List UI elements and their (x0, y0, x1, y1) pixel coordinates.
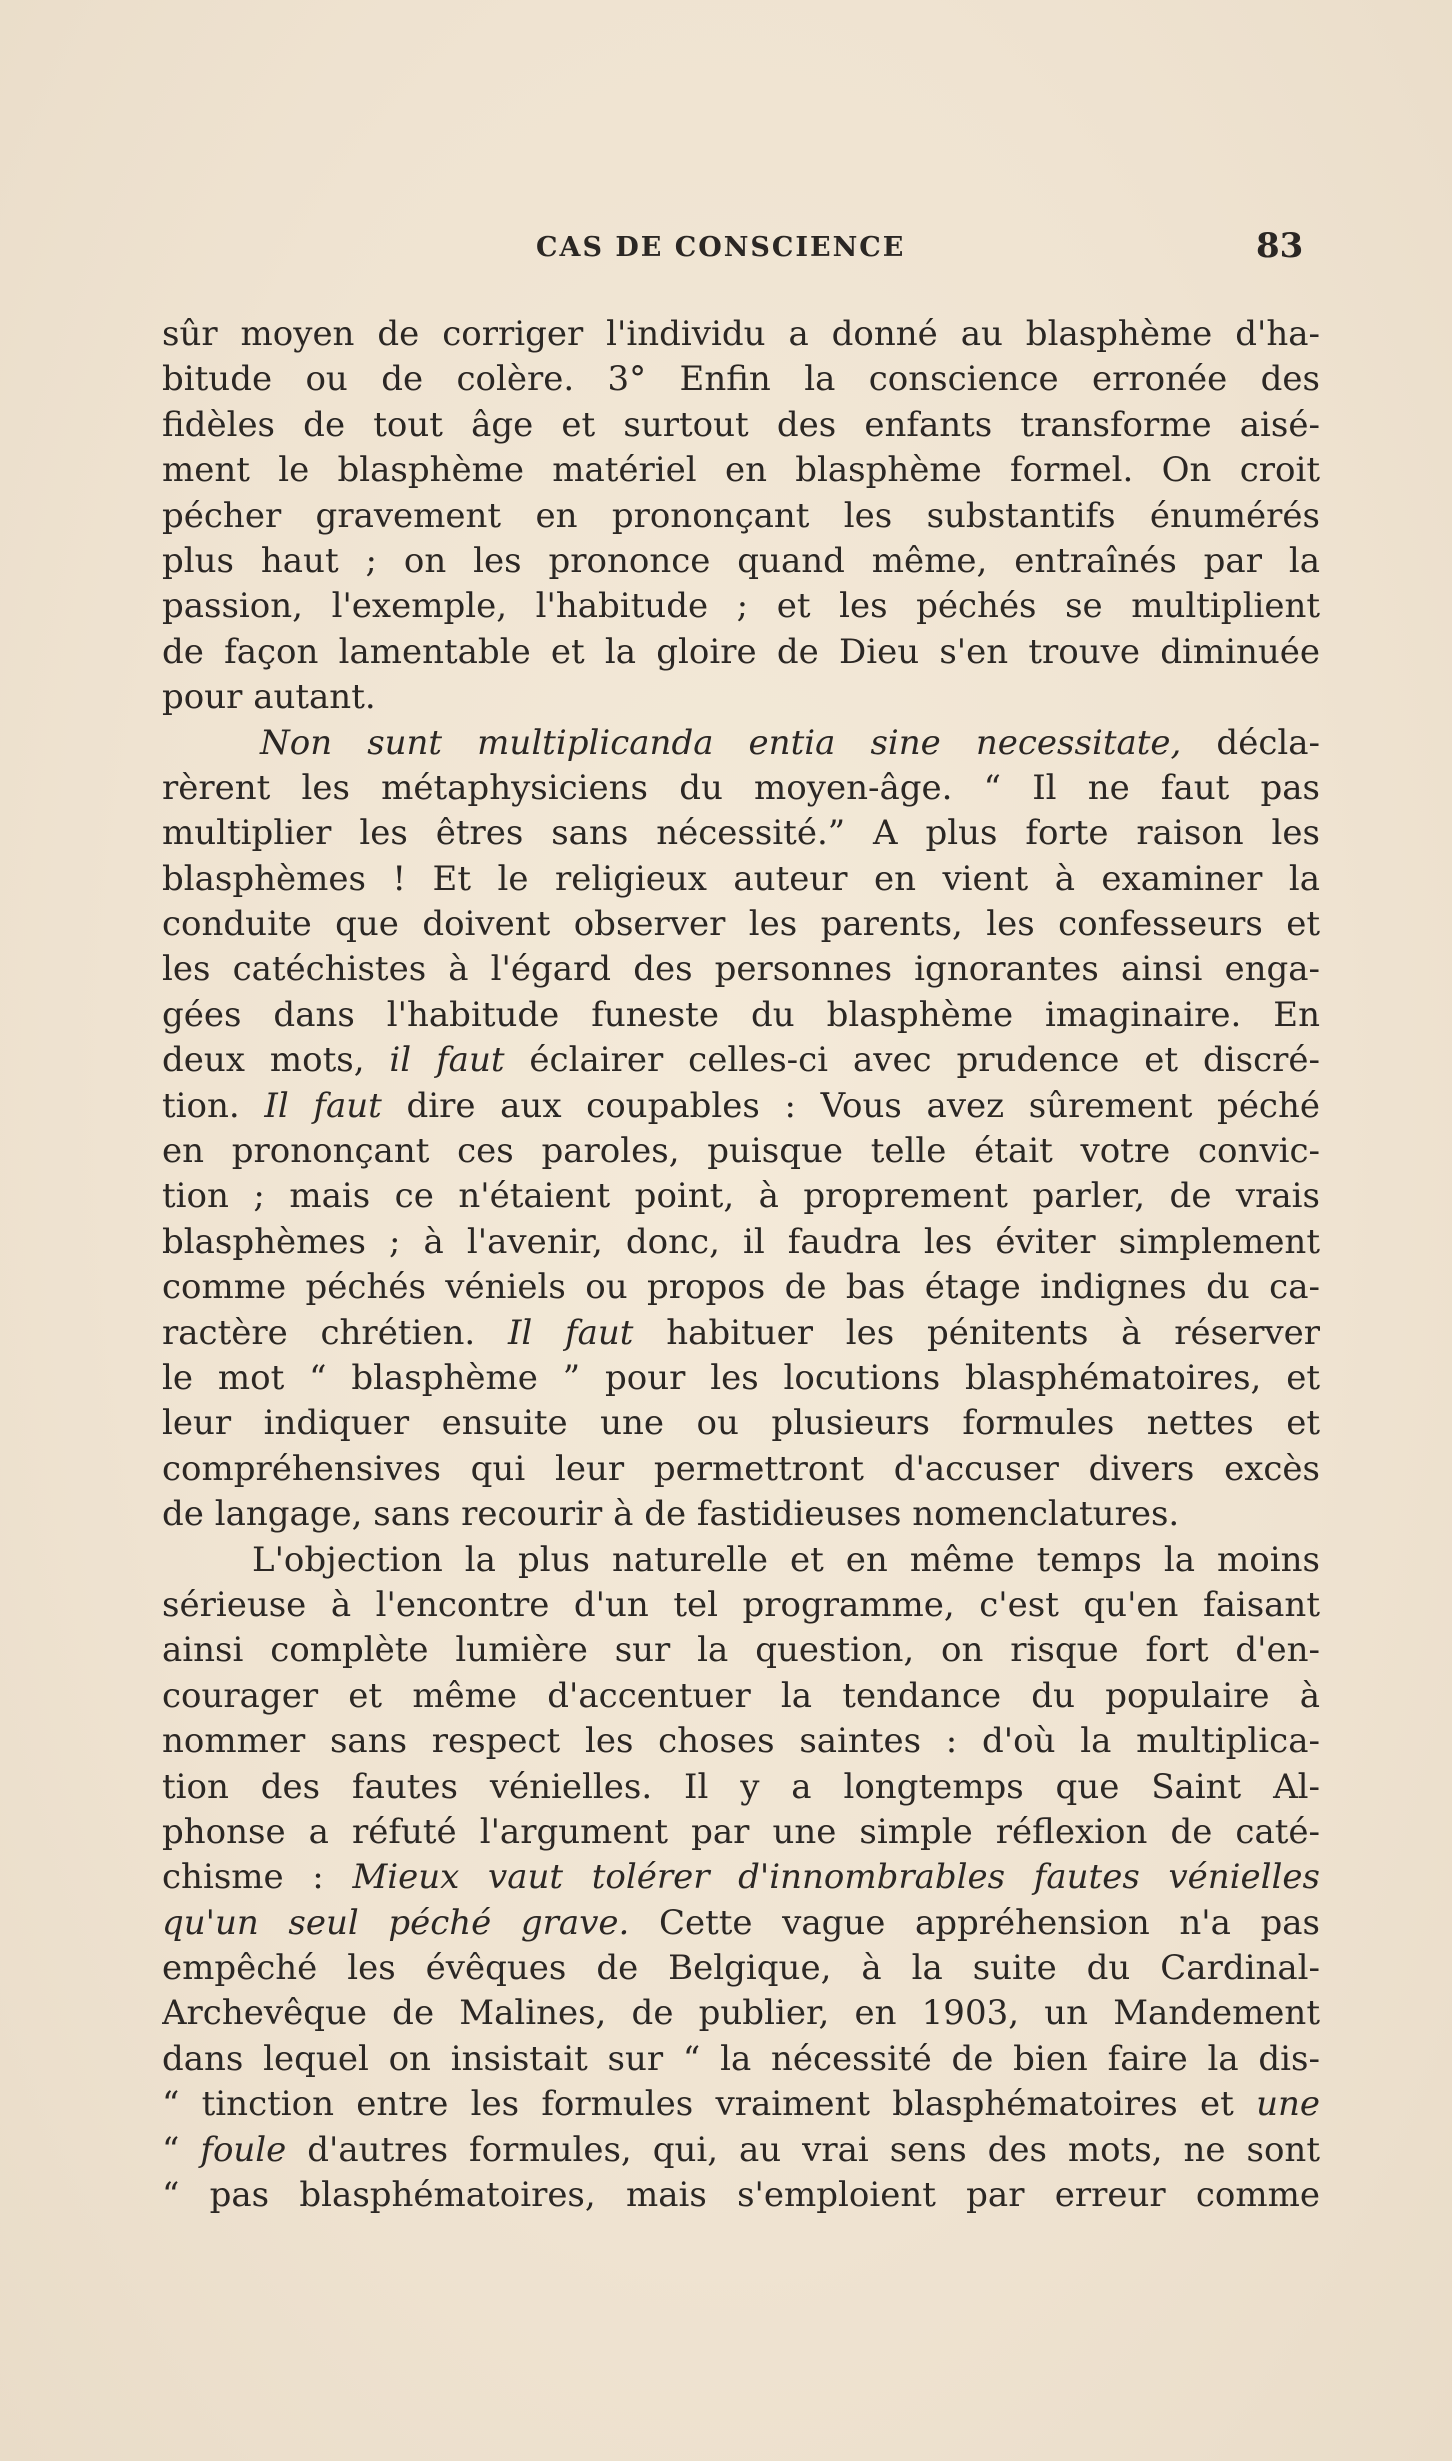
text-line: gées dans l'habitude funeste du blasphème imaginaire. En (162, 994, 1320, 1035)
text-line: multiplier les êtres sans nécessité.” A plus forte raison les (162, 813, 1320, 854)
text-line: blasphèmes ; à l'avenir, donc, il faudra les éviter simplement (162, 1221, 1320, 1262)
text-line: leur indiquer ensuite une ou plusieurs formules nettes et (162, 1403, 1320, 1444)
text-line: sérieuse à l'encontre d'un tel programme, c'est qu'en faisant (162, 1584, 1320, 1625)
text-line: tion ; mais ce n'étaient point, à proprement parler, de vrais (162, 1176, 1320, 1217)
text-line: Archevêque de Malines, de publier, en 1903, un Mandement (162, 1993, 1320, 2034)
text-line: ractère chrétien. Il faut habituer les pénitents à réserver (162, 1312, 1320, 1353)
text-line: deux mots, il faut éclairer celles-ci avec prudence et discré- (162, 1040, 1320, 1081)
text-line: ainsi complète lumière sur la question, on risque fort d'en- (162, 1630, 1320, 1671)
text-line: chisme : Mieux vaut tolérer d'innombrables fautes vénielles (162, 1857, 1320, 1898)
text-line: Non sunt multiplicanda entia sine necessitate, décla- (260, 722, 1320, 763)
text-line: pécher gravement en prononçant les substantifs énumérés (162, 495, 1320, 536)
latin-quote: Non sunt multiplicanda entia sine necessitate, (260, 722, 1182, 763)
text-line: tion des fautes vénielles. Il y a longtemps que Saint Al- (162, 1766, 1320, 1807)
text-line: “ foule d'autres formules, qui, au vrai sens des mots, ne sont (162, 2129, 1320, 2170)
text-line: fidèles de tout âge et surtout des enfants transforme aisé- (162, 404, 1320, 445)
text-line: “ pas blasphématoires, mais s'emploient par erreur comme (162, 2175, 1320, 2216)
text-line: en prononçant ces paroles, puisque telle était votre convic- (162, 1131, 1320, 1172)
text-line: “ tinction entre les formules vraiment blasphématoires et une (162, 2084, 1320, 2125)
text-line: pour autant. (162, 677, 376, 718)
text-line: courager et même d'accentuer la tendance du populaire à (162, 1675, 1320, 1716)
text-line: les catéchistes à l'égard des personnes ignorantes ainsi enga- (162, 949, 1320, 990)
text-line: L'objection la plus naturelle et en même temps la moins (252, 1539, 1320, 1580)
text-line: de langage, sans recourir à de fastidieuses nomenclatures. (162, 1494, 1180, 1535)
text-line: ment le blasphème matériel en blasphème formel. On croit (162, 450, 1320, 491)
text-line: compréhensives qui leur permettront d'accuser divers excès (162, 1448, 1320, 1489)
text-line: rèrent les métaphysiciens du moyen-âge. “ Il ne faut pas (162, 767, 1320, 808)
text-line: nommer sans respect les choses saintes : d'où la multiplica- (162, 1721, 1320, 1762)
text-line: de façon lamentable et la gloire de Dieu s'en trouve diminuée (162, 631, 1320, 672)
text-line: plus haut ; on les prononce quand même, entraînés par la (162, 540, 1320, 581)
text-line: phonse a réfuté l'argument par une simple réflexion de caté- (162, 1811, 1320, 1852)
page-number: 83 (1256, 226, 1304, 266)
body-text (162, 312, 1320, 2218)
text-line: blasphèmes ! Et le religieux auteur en vient à examiner la (162, 858, 1320, 899)
text-line: empêché les évêques de Belgique, à la suite du Cardinal- (162, 1948, 1320, 1989)
text-line: conduite que doivent observer les parents, les confesseurs et (162, 904, 1320, 945)
text-line: comme péchés véniels ou propos de bas étage indignes du ca- (162, 1267, 1320, 1308)
text-line: bitude ou de colère. 3° Enfin la conscience erronée des (162, 359, 1320, 400)
running-head: CAS DE CONSCIENCE (536, 232, 906, 263)
text-line: le mot “ blasphème ” pour les locutions blasphématoires, et (162, 1357, 1320, 1398)
text-line: dans lequel on insistait sur “ la nécessité de bien faire la dis- (162, 2038, 1320, 2079)
text-line: qu'un seul péché grave. Cette vague appréhension n'a pas (162, 1902, 1320, 1943)
text-line: sûr moyen de corriger l'individu a donné au blasphème d'ha- (162, 314, 1320, 354)
text-line: tion. Il faut dire aux coupables : Vous avez sûrement péché (162, 1085, 1320, 1126)
text-line: passion, l'exemple, l'habitude ; et les péchés se multiplient (162, 586, 1320, 627)
